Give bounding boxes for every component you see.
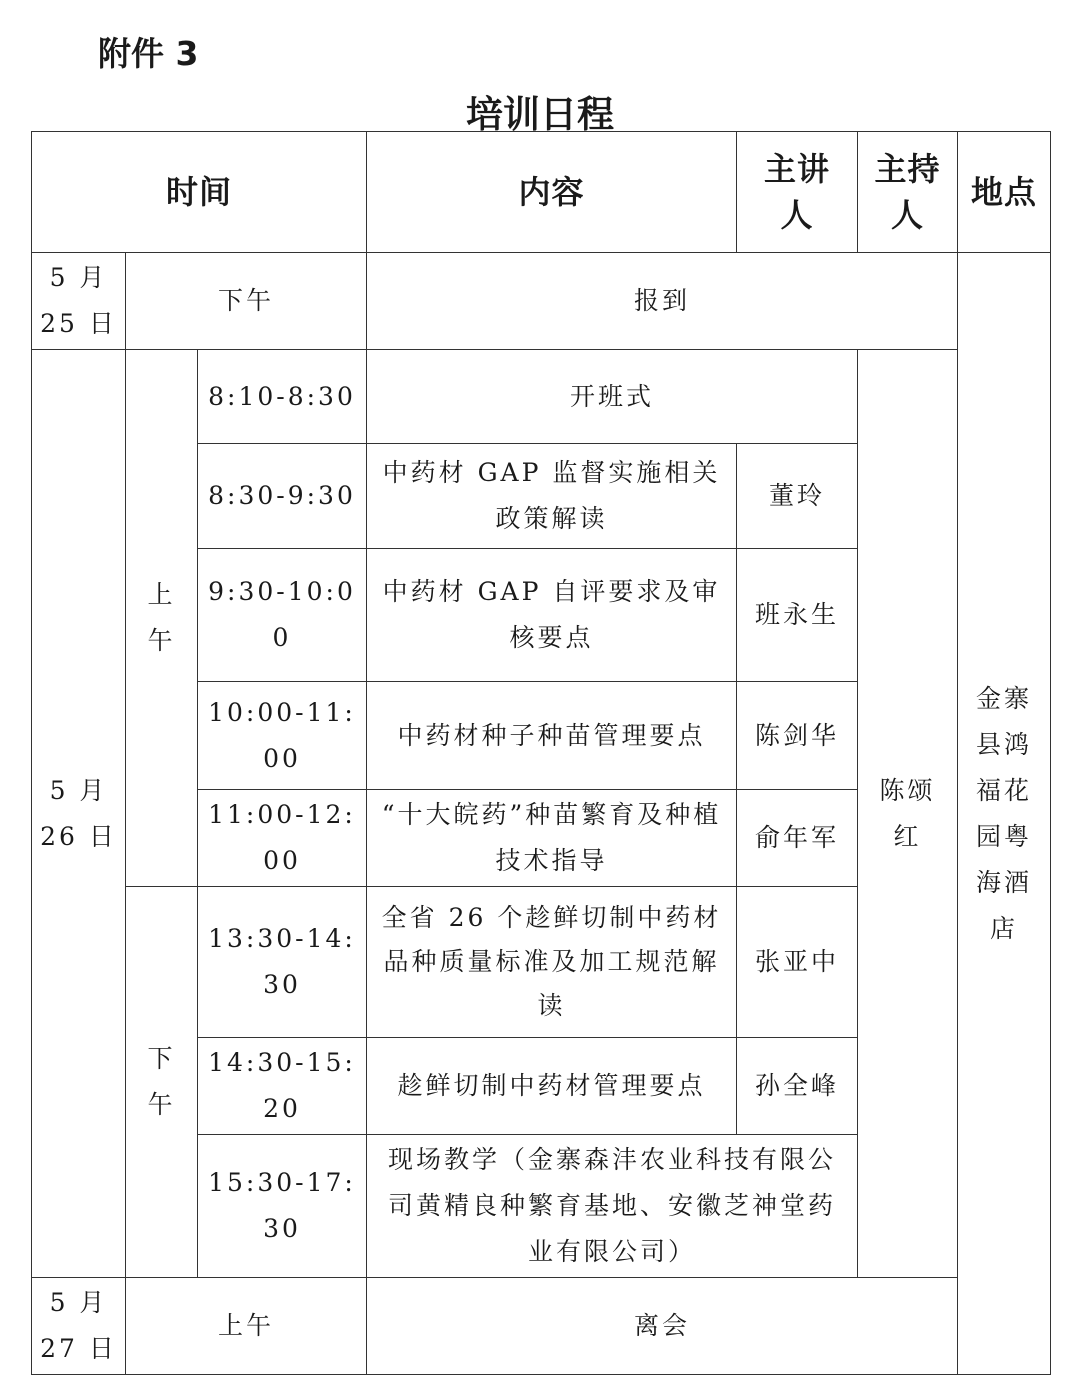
- content-cell: 报到: [367, 253, 958, 350]
- table-row: [32, 350, 1051, 444]
- speaker-cell: 张亚中: [737, 887, 858, 1038]
- time-cell: 11:00-12:00: [198, 790, 367, 887]
- date-cell: 5 月 26 日: [32, 350, 126, 1278]
- content-cell: “十大皖药”种苗繁育及种植技术指导: [367, 790, 737, 887]
- document-title: 培训日程: [466, 93, 614, 136]
- speaker-cell: 孙全峰: [737, 1038, 858, 1135]
- content-cell: 离会: [367, 1278, 958, 1375]
- period-cell: 下午: [126, 253, 367, 350]
- host-cell: 陈颂红: [858, 350, 958, 1278]
- period-cell-afternoon: 下午: [126, 887, 198, 1278]
- content-cell: 现场教学（金寨森沣农业科技有限公司黄精良种繁育基地、安徽芝神堂药业有限公司）: [367, 1135, 858, 1278]
- time-cell: 14:30-15:20: [198, 1038, 367, 1135]
- period-cell: 上午: [126, 1278, 367, 1375]
- time-cell: 8:10-8:30: [198, 350, 367, 444]
- content-cell: 趁鲜切制中药材管理要点: [367, 1038, 737, 1135]
- content-cell: 开班式: [367, 350, 858, 444]
- date-cell: 5 月 25 日: [32, 253, 126, 350]
- time-cell: 13:30-14:30: [198, 887, 367, 1038]
- speaker-cell: 陈剑华: [737, 682, 858, 790]
- speaker-cell: 董玲: [737, 444, 858, 549]
- time-cell: 15:30-17:30: [198, 1135, 367, 1278]
- time-cell: 9:30-10:00: [198, 549, 367, 682]
- header-speaker: 主讲人: [737, 132, 858, 253]
- location-cell: 金寨县鸿福花园粤海酒店: [958, 253, 1051, 1375]
- time-cell: 10:00-11:00: [198, 682, 367, 790]
- table-row-day3: [32, 1278, 1051, 1375]
- content-cell: 中药材 GAP 自评要求及审核要点: [367, 549, 737, 682]
- speaker-cell: 俞年军: [737, 790, 858, 887]
- speaker-cell: 班永生: [737, 549, 858, 682]
- attachment-label: 附件 3: [98, 34, 199, 73]
- header-time: 时间: [32, 132, 367, 253]
- content-cell: 中药材种子种苗管理要点: [367, 682, 737, 790]
- header-host: 主持人: [858, 132, 958, 253]
- period-cell-morning: 上午: [126, 350, 198, 887]
- header-row: [32, 132, 1051, 253]
- header-content: 内容: [367, 132, 737, 253]
- content-cell: 全省 26 个趁鲜切制中药材品种质量标准及加工规范解读: [367, 887, 737, 1038]
- schedule-table: [31, 131, 1051, 1375]
- content-cell: 中药材 GAP 监督实施相关政策解读: [367, 444, 737, 549]
- time-cell: 8:30-9:30: [198, 444, 367, 549]
- date-cell: 5 月 27 日: [32, 1278, 126, 1375]
- table-row-day1: [32, 253, 1051, 350]
- header-location: 地点: [958, 132, 1051, 253]
